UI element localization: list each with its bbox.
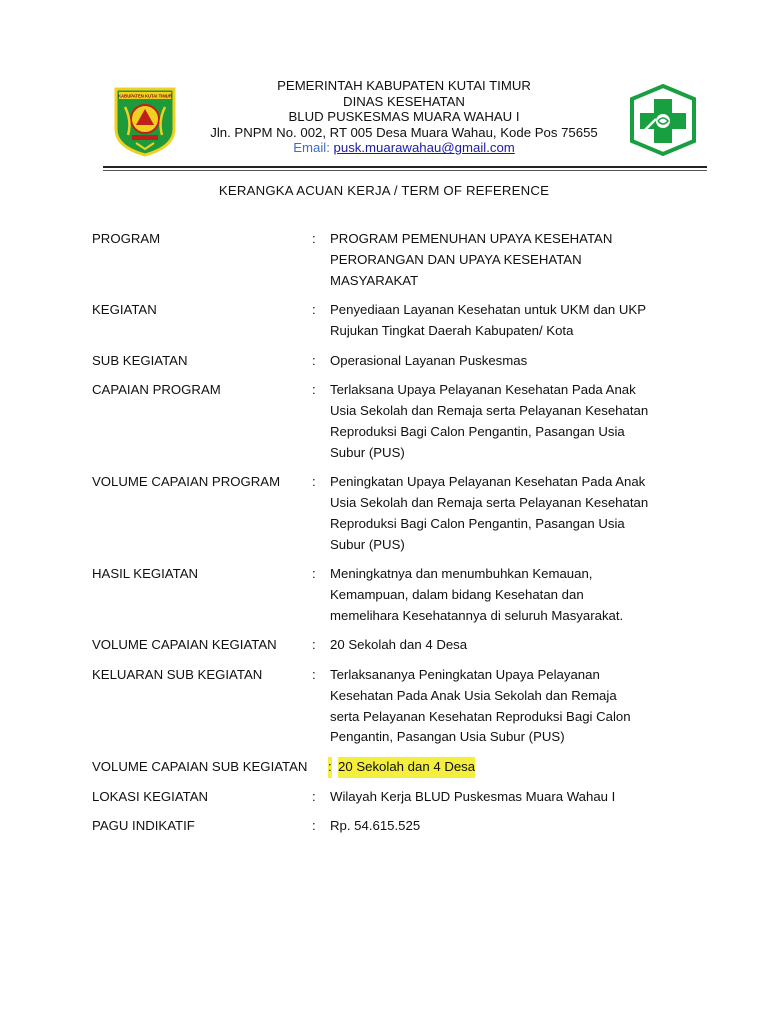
field-label: HASIL KEGIATAN: [92, 566, 199, 582]
field-colon: :: [312, 382, 316, 398]
field-colon: :: [312, 302, 316, 318]
field-label: VOLUME CAPAIAN KEGIATAN: [92, 637, 277, 653]
letterhead: [0, 0, 768, 170]
field-colon: :: [312, 637, 316, 653]
email-link[interactable]: pusk.muarawahau@gmail.com: [333, 140, 515, 156]
field-value: Operasional Layanan Puskesmas: [330, 352, 528, 368]
field-row-sub-kegiatan: [92, 351, 692, 372]
field-row-pagu-indikatif: [92, 816, 692, 837]
field-colon-highlighted: :: [328, 757, 332, 778]
field-colon: :: [312, 666, 316, 682]
field-value: Meningkatnya dan menumbuhkan Kemauan, Kemampuan, dalam bidang Kesehatan dan memelihara Kesehatannya di seluruh Masyarakat.: [330, 566, 624, 623]
field-value: Terlaksana Upaya Pelayanan Kesehatan Pada Anak Usia Sekolah dan Remaja serta Pelayanan Kesehatan Reproduksi Bagi Calon Pengantin, Pasangan Usia Subur (PUS): [330, 382, 649, 460]
field-label: KELUARAN SUB KEGIATAN: [92, 666, 263, 682]
field-row-volume-capaian-sub-kegiatan: [92, 757, 692, 778]
field-value: Wilayah Kerja BLUD Puskesmas Muara Wahau I: [330, 788, 616, 804]
puskesmas-logo-icon: [628, 83, 698, 157]
field-row-keluaran-sub-kegiatan: [92, 665, 692, 748]
field-colon: :: [312, 231, 316, 246]
field-colon: :: [312, 818, 316, 834]
header-divider-thin: [103, 170, 707, 171]
svg-text:KABUPATEN KUTAI TIMUR: KABUPATEN KUTAI TIMUR: [118, 93, 172, 99]
field-colon: :: [312, 352, 316, 368]
field-label: KEGIATAN: [92, 302, 157, 318]
field-row-hasil-kegiatan: [92, 564, 692, 626]
field-label: SUB KEGIATAN: [92, 352, 188, 368]
field-value-highlighted: 20 Sekolah dan 4 Desa: [338, 757, 475, 778]
header-email-line: [180, 140, 628, 156]
header-line-institution: BLUD PUSKESMAS MUARA WAHAU I: [288, 109, 520, 125]
document-title: KERANGKA ACUAN KERJA / TERM OF REFERENCE: [218, 183, 550, 198]
tor-fields: [92, 229, 692, 846]
field-label: VOLUME CAPAIAN SUB KEGIATAN: [92, 758, 308, 774]
field-row-volume-capaian-program: [92, 472, 692, 555]
header-line-address: Jln. PNPM No. 002, RT 005 Desa Muara Wahau, Kode Pos 75655: [210, 124, 598, 140]
field-label: PROGRAM: [92, 231, 161, 246]
field-value: Penyediaan Layanan Kesehatan untuk UKM dan UKP Rujukan Tingkat Daerah Kabupaten/ Kota: [330, 302, 646, 338]
header-divider-thick: [103, 166, 707, 168]
header-line-agency: DINAS KESEHATAN: [343, 93, 465, 109]
field-value: PROGRAM PEMENUHAN UPAYA KESEHATAN PERORANGAN DAN UPAYA KESEHATAN MASYARAKAT: [330, 231, 613, 288]
field-value: Rp. 54.615.525: [330, 818, 421, 834]
field-colon: :: [312, 474, 316, 490]
field-colon: :: [312, 788, 316, 804]
field-label: CAPAIAN PROGRAM: [92, 382, 221, 398]
email-label: Email:: [293, 140, 330, 156]
letterhead-text: [180, 78, 628, 156]
field-row-capaian-program: [92, 380, 692, 463]
field-value: Terlaksananya Peningkatan Upaya Pelayanan Kesehatan Pada Anak Usia Sekolah dan Remaja serta Pelayanan Kesehatan Reproduksi Bagi Calon Pengantin, Pasangan Usia Subur (PUS): [330, 666, 631, 745]
field-row-program: [92, 229, 692, 291]
header-line-government: PEMERINTAH KABUPATEN KUTAI TIMUR: [277, 78, 531, 93]
field-label: LOKASI KEGIATAN: [92, 788, 209, 804]
field-label: VOLUME CAPAIAN PROGRAM: [92, 474, 281, 490]
field-value: Peningkatan Upaya Pelayanan Kesehatan Pada Anak Usia Sekolah dan Remaja serta Pelayanan Kesehatan Reproduksi Bagi Calon Pengantin, Pasangan Usia Subur (PUS): [330, 474, 649, 552]
kutai-timur-emblem-icon: [110, 85, 180, 157]
field-row-volume-capaian-kegiatan: [92, 635, 692, 656]
field-colon: :: [312, 566, 316, 582]
field-value: 20 Sekolah dan 4 Desa: [330, 637, 468, 653]
field-label: PAGU INDIKATIF: [92, 818, 195, 834]
field-row-kegiatan: [92, 300, 692, 342]
field-row-lokasi-kegiatan: [92, 787, 692, 808]
